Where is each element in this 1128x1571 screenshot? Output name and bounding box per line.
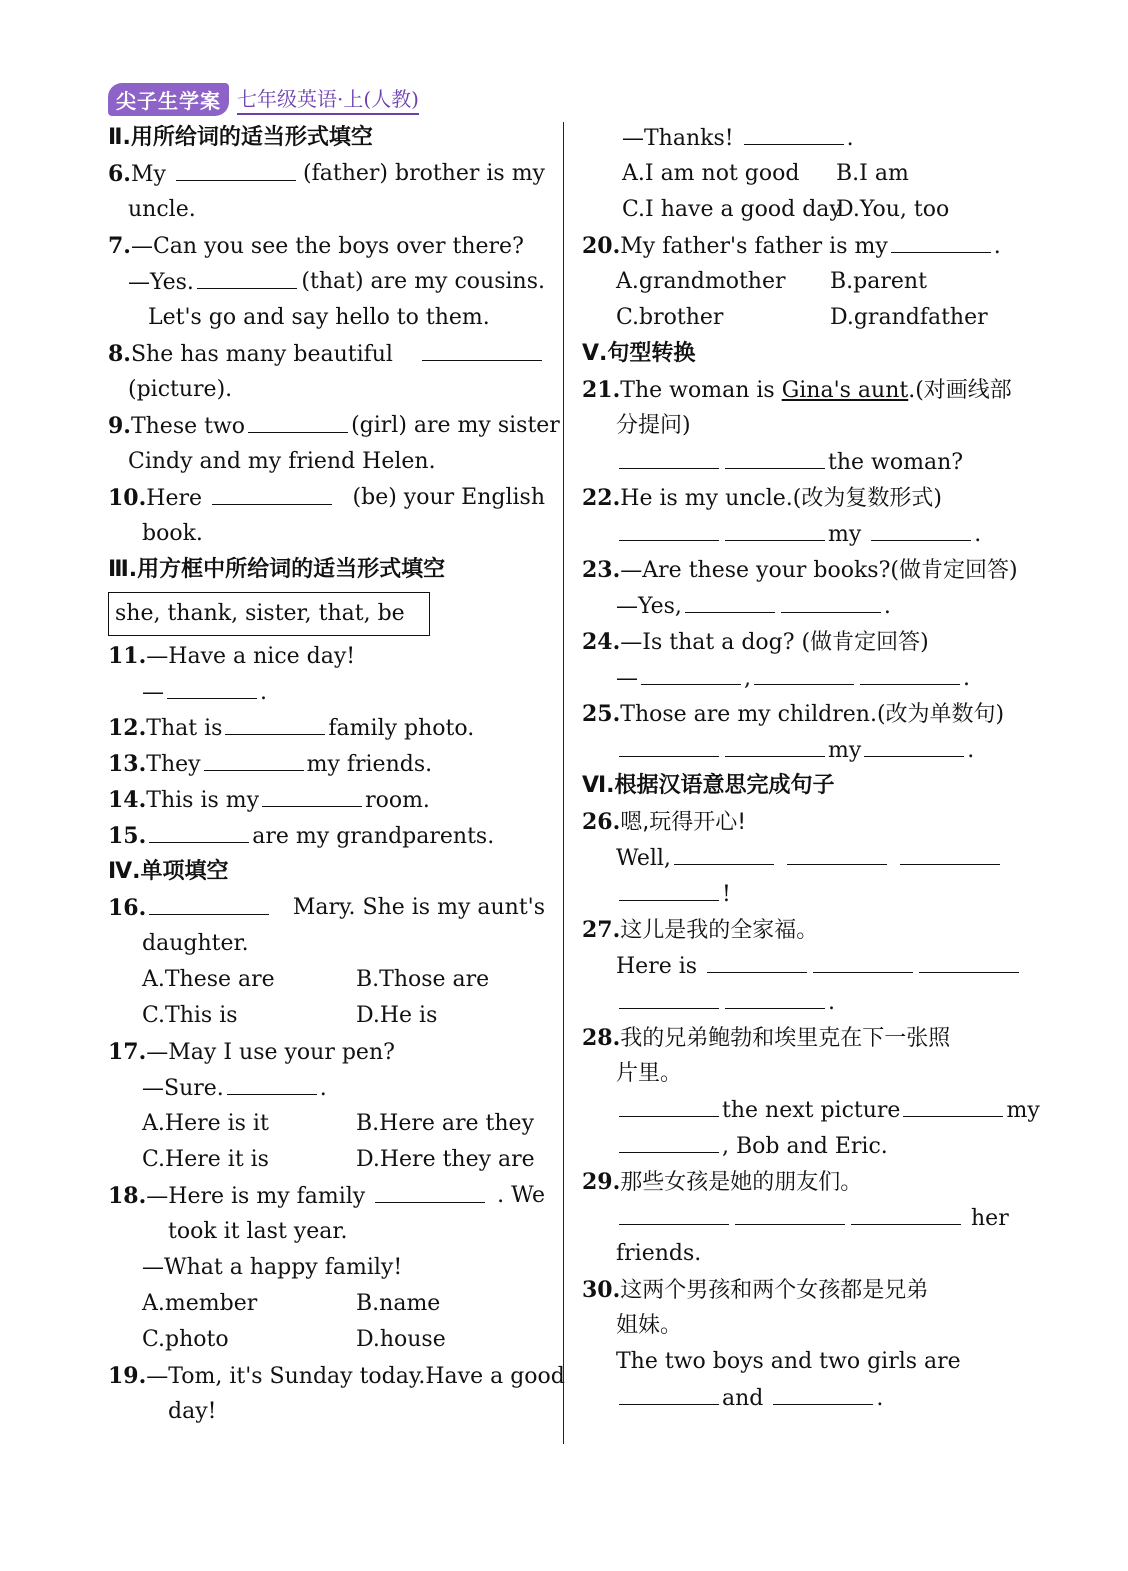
q21-line-3 [582, 444, 1022, 480]
q24-dash: — [616, 666, 638, 691]
answer-blank[interactable] [619, 732, 719, 757]
question-6 [108, 156, 545, 192]
answer-blank[interactable] [725, 732, 825, 757]
q28-text-4: my [1006, 1098, 1040, 1123]
answer-blank[interactable] [787, 840, 887, 865]
q27-line-2 [582, 948, 1022, 984]
q9-text: These two [130, 414, 246, 439]
q19-text: —Tom, it's Sunday today.Have a good [146, 1364, 565, 1389]
option-d[interactable]: D.Here they are [356, 1147, 535, 1172]
q25-line-2 [582, 732, 1022, 768]
q8-text: She has many beautiful [130, 342, 393, 367]
option-b[interactable]: B.I am [836, 161, 909, 186]
q7-text-2: —Yes. [128, 270, 194, 295]
q22-text-2: my [828, 522, 862, 547]
question-10 [108, 480, 545, 516]
q28-text: 我的兄弟鲍勃和埃里克在下一张照 [620, 1026, 951, 1051]
answer-blank[interactable] [149, 818, 249, 843]
q30-line-4 [582, 1380, 1022, 1416]
q28-text-3: the next picture [722, 1098, 901, 1123]
q6-text-2: (father) brother is my [303, 161, 545, 186]
q24-num: 24. [582, 629, 621, 655]
option-c[interactable]: C.photo [142, 1327, 229, 1352]
answer-blank[interactable] [707, 948, 807, 973]
answer-blank[interactable] [227, 1070, 317, 1095]
answer-blank[interactable] [903, 1092, 1003, 1117]
q28-line-4 [582, 1128, 1022, 1164]
q6-num: 6. [108, 161, 131, 187]
q17-text: —May I use your pen? [146, 1040, 395, 1065]
right-column [582, 120, 1040, 1416]
q26-line-2 [582, 840, 1022, 876]
brand-badge: 尖子生学案 [108, 83, 229, 116]
q30-num: 30. [582, 1277, 621, 1303]
question-29 [582, 1164, 1022, 1200]
q6-text-3: uncle. [128, 197, 196, 222]
q24-comma: , [744, 666, 751, 691]
q16-options-ab [108, 962, 545, 998]
option-d[interactable]: D.He is [356, 1003, 438, 1028]
q27-text-2: Here is [616, 954, 698, 979]
q7-text: —Can you see the boys over there? [130, 234, 524, 259]
answer-blank[interactable] [619, 1128, 719, 1153]
q11-text: —Have a nice day! [146, 644, 356, 669]
section-2-title: Ⅱ.用所给词的适当形式填空 [108, 125, 373, 150]
q9-text-3: Cindy and my friend Helen. [128, 449, 436, 474]
q15-num: 15. [108, 823, 147, 849]
q18-options-ab [108, 1286, 545, 1322]
q29-text-3: friends. [616, 1241, 702, 1266]
q18-text: —Here is my family [146, 1184, 366, 1209]
q26-text-2: Well, [616, 846, 671, 871]
q7-num: 7. [108, 233, 131, 259]
q12-text: That is [146, 716, 223, 741]
q27-line-3 [582, 984, 1022, 1020]
question-21 [582, 372, 1022, 408]
q23-text: —Are these your books?(做肯定回答) [620, 558, 1018, 583]
question-20 [582, 228, 1022, 264]
q15-text: are my grandparents. [252, 824, 495, 849]
q16-options-cd [108, 998, 545, 1034]
answer-blank[interactable] [674, 840, 774, 865]
answer-blank[interactable] [641, 660, 741, 685]
q17-text-2: —Sure. [142, 1076, 224, 1101]
answer-blank[interactable] [871, 516, 971, 541]
q17-line-2 [108, 1070, 545, 1106]
q21-num: 21. [582, 377, 621, 403]
answer-blank[interactable] [619, 444, 719, 469]
question-7 [108, 228, 545, 264]
q13-text: They [146, 752, 201, 777]
q24-text: —Is that a dog? (做肯定回答) [620, 630, 929, 655]
answer-blank[interactable] [375, 1178, 485, 1203]
option-d[interactable]: D.house [356, 1327, 446, 1352]
q22-text: He is my uncle.(改为复数形式) [620, 486, 942, 511]
answer-blank[interactable] [725, 984, 825, 1009]
answer-blank[interactable] [725, 516, 825, 541]
q30-text-2: 姐妹。 [616, 1313, 683, 1338]
q21-underlined: Gina's aunt [781, 378, 909, 403]
answer-blank[interactable] [212, 480, 332, 505]
question-12 [108, 710, 545, 746]
q30-period: . [876, 1386, 884, 1411]
option-c[interactable]: C.This is [142, 1003, 238, 1028]
q18-options-cd [108, 1322, 545, 1358]
q16-text: Mary. She is my aunt's [292, 895, 545, 920]
answer-blank[interactable] [754, 660, 854, 685]
question-17 [108, 1034, 545, 1070]
answer-blank[interactable] [619, 1092, 719, 1117]
q28-line-3 [582, 1092, 1040, 1128]
answer-blank[interactable] [773, 1380, 873, 1405]
q13-text-2: my friends. [306, 752, 433, 777]
q19-options-ab [582, 156, 1022, 192]
grade-label: 七年级英语·上(人教) [237, 83, 419, 115]
word-box-row [108, 588, 545, 638]
q17-options-ab [108, 1106, 545, 1142]
q14-num: 14. [108, 787, 147, 813]
q18-num: 18. [108, 1183, 147, 1209]
option-b[interactable]: B.name [356, 1291, 441, 1316]
q20-num: 20. [582, 233, 621, 259]
question-24 [582, 624, 1022, 660]
answer-blank[interactable] [725, 444, 825, 469]
q19-options-cd [582, 192, 1022, 228]
q23-num: 23. [582, 557, 621, 583]
q18-text-2: . We [497, 1183, 545, 1208]
q26-line-3 [582, 876, 1022, 912]
q30-text-3: The two boys and two girls are [616, 1349, 961, 1374]
q22-period: . [974, 522, 982, 547]
q29-num: 29. [582, 1169, 621, 1195]
answer-blank[interactable] [781, 588, 881, 613]
q23-period: . [883, 594, 891, 619]
option-d[interactable]: D.grandfather [830, 305, 988, 330]
q11-num: 11. [108, 643, 147, 669]
q11-dash: — [142, 680, 164, 705]
q25-period: . [967, 738, 975, 763]
answer-blank[interactable] [248, 408, 348, 433]
q16-num: 16. [108, 895, 147, 921]
q24-line-2 [582, 660, 1022, 696]
question-16 [108, 890, 545, 926]
q23-line-2 [582, 588, 1022, 624]
q28-text-5: , Bob and Eric. [722, 1134, 888, 1159]
q22-num: 22. [582, 485, 621, 511]
q22-line-2 [582, 516, 1022, 552]
option-c[interactable]: C.I have a good day [622, 197, 842, 222]
q20-options-cd [582, 300, 1022, 336]
q12-text-2: family photo. [328, 716, 475, 741]
q11-line-2 [108, 674, 545, 710]
q29-text-2: her [971, 1206, 1009, 1231]
answer-blank[interactable] [619, 516, 719, 541]
left-column [108, 120, 565, 1430]
q12-num: 12. [108, 715, 147, 741]
answer-blank[interactable] [619, 876, 719, 901]
q19-text-2: day! [168, 1399, 217, 1424]
q11-period: . [260, 680, 267, 705]
q18-text-3: took it last year. [168, 1219, 348, 1244]
answer-blank[interactable] [619, 1200, 729, 1225]
answer-blank[interactable] [735, 1200, 845, 1225]
q17-period: . [319, 1076, 327, 1101]
q30-text-4: and [722, 1386, 764, 1411]
option-b[interactable]: B.parent [830, 269, 927, 294]
q27-period: . [828, 990, 835, 1015]
option-b[interactable]: B.Those are [356, 967, 490, 992]
q6-text: My [130, 162, 166, 187]
option-c[interactable]: C.Here it is [142, 1147, 269, 1172]
q7-text-3: (that) are my cousins. [301, 269, 545, 294]
q9-text-2: (girl) are my sister [351, 413, 560, 438]
question-18 [108, 1178, 545, 1214]
question-30 [582, 1272, 1022, 1308]
answer-blank[interactable] [197, 264, 297, 289]
q20-period: . [993, 234, 1001, 259]
answer-blank[interactable] [167, 674, 257, 699]
question-8 [108, 336, 545, 372]
q20-text: My father's father is my [620, 234, 888, 259]
q19-line-3 [582, 120, 1022, 156]
answer-blank[interactable] [891, 228, 991, 253]
q19-text-3: —Thanks! [622, 126, 734, 151]
answer-blank[interactable] [919, 948, 1019, 973]
question-28 [582, 1020, 1022, 1056]
question-13 [108, 746, 545, 782]
q14-text: This is my [146, 788, 260, 813]
answer-blank[interactable] [851, 1200, 961, 1225]
q26-text: 嗯,玩得开心! [620, 810, 747, 835]
q10-num: 10. [108, 485, 147, 511]
option-a[interactable]: A.member [142, 1291, 258, 1316]
answer-blank[interactable] [204, 746, 304, 771]
q19-num: 19. [108, 1363, 147, 1389]
q27-text: 这儿是我的全家福。 [620, 918, 819, 943]
q13-num: 13. [108, 751, 147, 777]
q26-excl: ! [722, 882, 731, 907]
question-23 [582, 552, 1022, 588]
q24-period: . [963, 666, 970, 691]
answer-blank[interactable] [619, 984, 719, 1009]
question-19 [108, 1358, 565, 1394]
option-a[interactable]: A.Here is it [142, 1111, 269, 1136]
option-b[interactable]: B.Here are they [356, 1111, 534, 1136]
question-22 [582, 480, 1022, 516]
q29-line-2 [582, 1200, 1022, 1236]
answer-blank[interactable] [225, 710, 325, 735]
q8-text-2: (picture). [128, 377, 233, 402]
q21-text-2: .(对画线部 [908, 378, 1012, 403]
q25-text-2: my [828, 738, 862, 763]
q17-num: 17. [108, 1039, 147, 1065]
q20-options-ab [582, 264, 1022, 300]
q10-text: Here [146, 486, 203, 511]
section-6-title: Ⅵ.根据汉语意思完成句子 [582, 773, 835, 798]
answer-blank[interactable] [176, 156, 296, 181]
q28-num: 28. [582, 1025, 621, 1051]
q7-text-4: Let's go and say hello to them. [148, 305, 490, 330]
page-header [108, 84, 419, 114]
answer-blank[interactable] [860, 660, 960, 685]
answer-blank[interactable] [813, 948, 913, 973]
section-3-title: Ⅲ.用方框中所给词的适当形式填空 [108, 557, 446, 582]
answer-blank[interactable] [900, 840, 1000, 865]
q28-text-2: 片里。 [616, 1061, 683, 1086]
option-a[interactable]: A.grandmother [616, 269, 786, 294]
q9-num: 9. [108, 413, 131, 439]
q21-text-4: the woman? [828, 450, 964, 475]
q30-text: 这两个男孩和两个女孩都是兄弟 [620, 1278, 929, 1303]
q21-text: The woman is [620, 378, 775, 403]
question-9 [108, 408, 560, 444]
answer-blank[interactable] [744, 120, 844, 145]
q8-num: 8. [108, 341, 131, 367]
q29-text: 那些女孩是她的朋友们。 [620, 1170, 863, 1195]
q10-text-3: book. [142, 521, 203, 546]
q14-text-2: room. [365, 788, 430, 813]
option-a[interactable]: A.I am not good [622, 161, 800, 186]
answer-blank[interactable] [864, 732, 964, 757]
q17-options-cd [108, 1142, 545, 1178]
section-5-title: Ⅴ.句型转换 [582, 341, 696, 366]
q10-text-2: (be) your English [352, 485, 545, 510]
section-4-title: Ⅳ.单项填空 [108, 859, 229, 884]
q18-text-4: —What a happy family! [142, 1255, 403, 1280]
answer-blank[interactable] [685, 588, 775, 613]
question-11 [108, 638, 545, 674]
q16-text-2: daughter. [142, 931, 249, 956]
answer-blank[interactable] [422, 336, 542, 361]
q19-period: . [846, 126, 854, 151]
answer-blank[interactable] [619, 1380, 719, 1405]
q21-text-3: 分提问) [616, 413, 691, 438]
q26-num: 26. [582, 809, 621, 835]
q27-num: 27. [582, 917, 621, 943]
question-15 [108, 818, 545, 854]
option-d[interactable]: D.You, too [836, 197, 950, 222]
option-c[interactable]: C.brother [616, 305, 724, 330]
q25-text: Those are my children.(改为单数句) [620, 702, 1005, 727]
question-25 [582, 696, 1022, 732]
word-box: she, thank, sister, that, be [108, 592, 430, 636]
question-27 [582, 912, 1022, 948]
q7-line-2 [108, 264, 545, 300]
question-26 [582, 804, 1022, 840]
q23-text-2: —Yes, [616, 594, 682, 619]
q25-num: 25. [582, 701, 621, 727]
column-divider [563, 122, 564, 1444]
option-a[interactable]: A.These are [142, 967, 275, 992]
question-14 [108, 782, 545, 818]
answer-blank[interactable] [262, 782, 362, 807]
answer-blank[interactable] [149, 890, 269, 915]
